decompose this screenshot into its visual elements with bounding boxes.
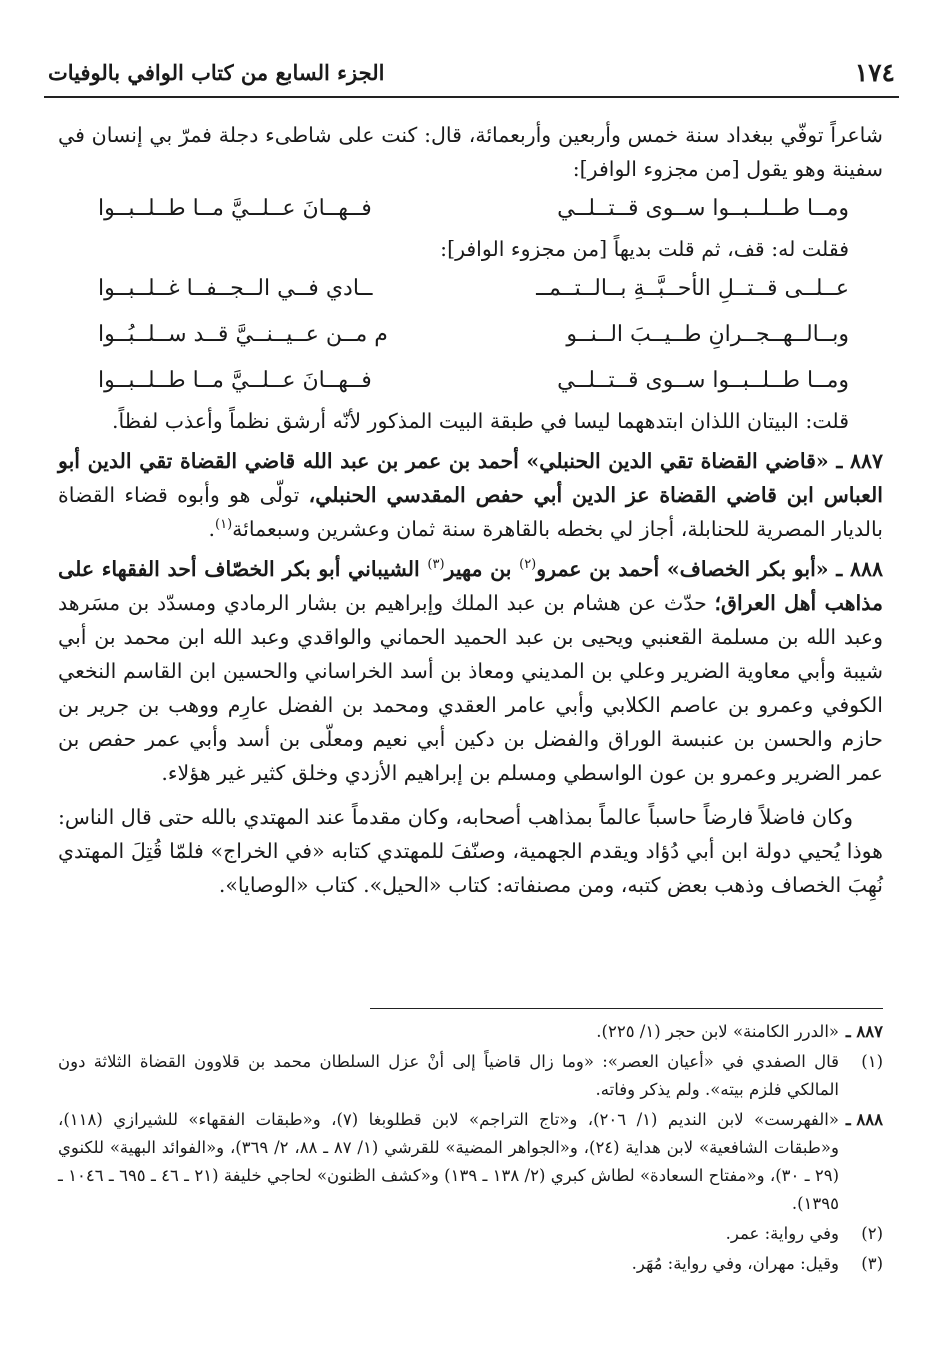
intro-paragraph: شاعراً توفّي ببغداد سنة خمس وأربعين وأربعمائة، قال: كنت على شاطىء دجلة فمرّ بي إنسان في سفينة وهو يقول [من مجزوء الوافر]:	[58, 123, 883, 181]
footnote-text: «الدرر الكامنة» لابن حجر (١/ ٢٢٥).	[596, 1022, 839, 1041]
poem-line	[58, 266, 883, 312]
footnote-text: «الفهرست» لابن النديم (١/ ٢٠٦)، و«تاج التراجم» لابن قطلوبغا (٧)، و«طبقات الفقهاء» للشيرازي (١١٨)، و«طبقات الشافعية» لابن هداية (٢٤)، و«الجواهر المضية» للقرشي (١/ ٨٧ ـ ٨٨، ٢/ ٣٦٩)، و«الفوائد البهية» للكنوي (٢٩ ـ ٣٠)، و«مفتاح السعادة» لطاش كبري (٢/ ١٣٨ ـ ١٣٩) و«كشف الظنون» لحاجي خليفة (٢١ ـ ٤٦ ـ ٦٩٥ ـ ١٠٤٦ ـ ١٣٩٥).	[58, 1110, 840, 1213]
verse-second-hemistich: فــهــانَ عــلــيَّ مــا طــلــبــوا	[98, 368, 372, 393]
footnote-marker: (٢)	[861, 1224, 883, 1243]
verse-first-hemistich: عــلــى قــتــلِ الأحــبَّــةِ بــالــتــمــ	[536, 276, 849, 301]
main-text	[58, 118, 883, 902]
entry-heading: ٨٨٧ ـ «قاضي القضاة تقي الدين الحنبلي» أحمد بن عمر بن عبد الله قاضي القضاة تقي الدين أبو العباس ابن قاضي القضاة عز الدين أبي حفص المقدسي الحنبلي،	[58, 449, 884, 507]
poem-line	[58, 312, 883, 358]
footnote-text: وفي رواية: عمر.	[725, 1224, 839, 1243]
biography-entry-888	[58, 552, 883, 790]
footnote-marker: (٣)	[861, 1254, 883, 1273]
entry-heading: الشيباني أبو بكر الخصّاف أحد الفقهاء على مذاهب أهل العراق؛	[58, 557, 883, 615]
verse-second-hemistich: ــادي فــي الــجــفــا غــلــبــوا	[98, 276, 373, 301]
entry-end: .	[208, 517, 216, 541]
page-number: ١٧٤	[854, 58, 895, 87]
verse-first-hemistich: ومــا طــلــبــوا ســوى قــتــلــي	[557, 368, 849, 393]
closing-paragraph: وكان فاضلاً فارضاً حاسباً عالماً بمذاهب أصحابه، وكان مقدماً عند المهتدي بالله حتى قال الناس: هوذا يُحيي دولة ابن أبي دُؤاد ويقدم الجهمية، وصنّفَ للمهتدي كتابه «في الخراج» فلمّا قُتِلَ المهتدي نُهِبَ الخصاف وذهب بعض كتبه، ومن مصنفاته: كتاب «الحيل». كتاب «الوصايا».	[58, 805, 883, 897]
footnotes	[58, 1018, 883, 1280]
verse-introduction: فقلت له: قف، ثم قلت بديهاً [من مجزوء الوافر]:	[440, 237, 849, 261]
verse-second-hemistich: فــهــانَ عــلــيَّ مــا طــلــبــوا	[98, 196, 372, 221]
footnote-reference: (٣)	[427, 557, 445, 573]
footnote-text: قال الصفدي في «أعيان العصر»: «وما زال قاضياً إلى أنْ عزل السلطان محمد بن قلاوون القضاة الثلاثة دون المالكي فلزم بيته». ولم يذكر وفاته.	[58, 1052, 839, 1099]
entry-text: تولّى هو وأبوه قضاء القضاة بالديار المصرية للحنابلة، أجاز لي بخطه بالقاهرة سنة ثمان وعشرين وسبعمائة	[58, 483, 883, 541]
footnote-marker: ٨٨٨ ـ	[845, 1110, 883, 1129]
biography-entry-887	[58, 444, 883, 546]
verse-second-hemistich: م مــن عــيــنــيَّ قــد ســلــبُــوا	[98, 322, 388, 347]
footnote	[58, 1220, 883, 1248]
footnote-marker: ٨٨٧ ـ	[845, 1022, 883, 1041]
footnote-divider	[370, 1008, 883, 1009]
verse-line	[58, 186, 883, 232]
verse-first-hemistich: وبــالــهــجــرانِ طــيــبَ الــنــو	[566, 322, 849, 347]
footnote	[58, 1048, 883, 1104]
footnote	[58, 1250, 883, 1278]
footnote-reference: (١)	[215, 517, 233, 533]
entry-heading: بن مهير	[444, 557, 520, 581]
entry-text: حدّث عن هشام بن عبد الملك وإبراهيم بن بشار الرمادي ومسدّد بن مسَرهد وعبد الله بن مسلمة القعنبي ويحيى بن عبد الحميد الحماني والواقدي وعبد الله ابن محمد بن أبي شيبة وأبي معاوية الضرير وعلي بن المديني ومعاذ بن أسد الخراساني والحسين ابن القاسم النخعي الكوفي وعمرو بن عاصم الكلابي وأبي عامر العقدي ومحمد بن الفضل عارِم ووهب بن جرير بن حازم والحسن بن عنبسة الوراق والفضل بن دكين أبي نعيم ومعلّى بن أسد وأبي عمر حفص بن عمر الضرير وعمرو بن عون الواسطي ومسلم بن إبراهيم الأزدي وخلق كثير غير هؤلاء.	[58, 591, 883, 785]
entry-heading: ٨٨٨ ـ «أبو بكر الخصاف» أحمد بن عمرو	[536, 557, 883, 581]
footnote-reference: (٢)	[519, 557, 537, 573]
author-comment: قلت: البيتان اللذان ابتدههما ليسا في طبقة البيت المذكور لأنّه أرشق نظماً وأعذب لفظاً.	[112, 409, 849, 433]
footnote-text: وقيل: مهران، وفي رواية: مُهَر.	[631, 1254, 839, 1273]
footnote-marker: (١)	[861, 1052, 883, 1071]
verse-first-hemistich: ومــا طــلــبــوا ســوى قــتــلــي	[557, 196, 849, 221]
page-header	[44, 54, 899, 90]
footnote	[58, 1018, 883, 1046]
running-title: الجزء السابع من كتاب الوافي بالوفيات	[48, 60, 385, 85]
header-divider	[44, 96, 899, 98]
footnote	[58, 1106, 883, 1218]
poem-line	[58, 358, 883, 404]
